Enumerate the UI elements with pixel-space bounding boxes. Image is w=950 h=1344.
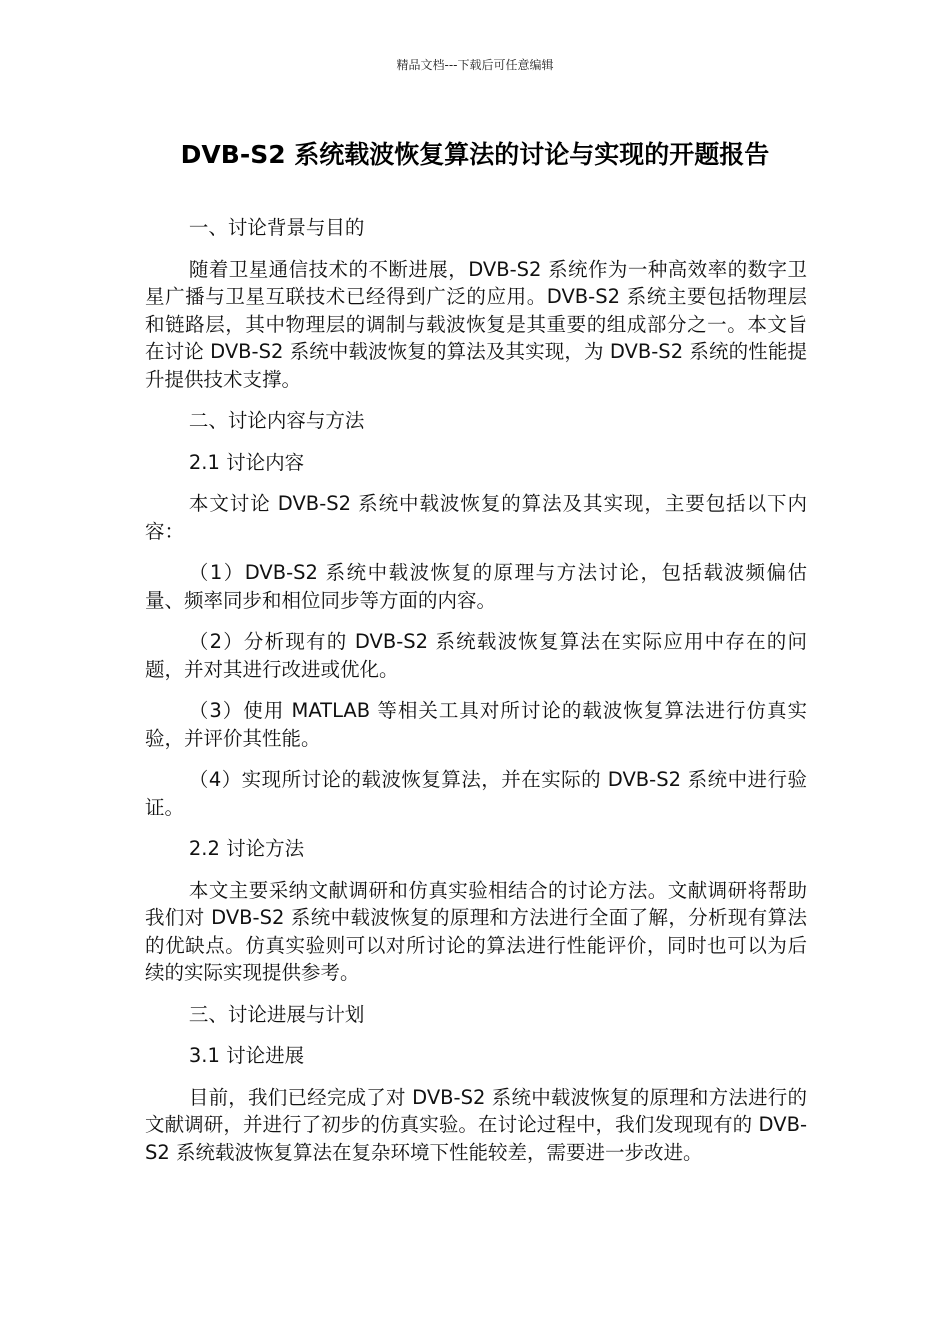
section-2-2-heading: 2.2 讨论方法: [188, 837, 305, 860]
page-header-note: 精品文档---下载后可任意编辑: [396, 58, 554, 72]
section-1-heading: 一、讨论背景与目的: [188, 216, 365, 239]
list-item: （3）使用 MATLAB 等相关工具对所讨论的载波恢复算法进行仿真实验，并评价其性能。: [145, 699, 807, 750]
list-item: （4）实现所讨论的载波恢复算法，并在实际的 DVB-S2 系统中进行验证。: [145, 768, 807, 819]
section-1-paragraph: 随着卫星通信技术的不断进展，DVB-S2 系统作为一种高效率的数字卫星广播与卫星互联技术已经得到广泛的应用。DVB-S2 系统主要包括物理层和链路层，其中物理层的调制与载波恢复是其重要的组成部分之一。本文旨在讨论 DVB-S2 系统中载波恢复的算法及其实现，为 DVB-S2 系统的性能提升提供技术支撑。: [145, 257, 807, 391]
section-3-1-paragraph: 目前，我们已经完成了对 DVB-S2 系统中载波恢复的原理和方法进行的文献调研，并进行了初步的仿真实验。在讨论过程中，我们发现现有的 DVB-S2 系统载波恢复算法在复杂环境下性能较差，需要进一步改进。: [145, 1085, 807, 1164]
section-3-1-heading: 3.1 讨论进展: [188, 1044, 305, 1067]
section-2-2-paragraph: 本文主要采纳文献调研和仿真实验相结合的讨论方法。文献调研将帮助我们对 DVB-S2 系统中载波恢复的原理和方法进行全面了解，分析现有算法的优缺点。仿真实验则可以对所讨论的算法进行性能评价，同时也可以为后续的实际实现提供参考。: [145, 878, 807, 984]
section-2-heading: 二、讨论内容与方法: [188, 409, 365, 432]
document-body: [145, 214, 807, 1180]
section-2-1-paragraph: 本文讨论 DVB-S2 系统中载波恢复的算法及其实现，主要包括以下内容：: [145, 492, 807, 543]
list-item: （2）分析现有的 DVB-S2 系统载波恢复算法在实际应用中存在的问题，并对其进行改进或优化。: [145, 630, 807, 681]
section-3-heading: 三、讨论进展与计划: [188, 1002, 365, 1026]
list-item: （1）DVB-S2 系统中载波恢复的原理与方法讨论，包括载波频偏估量、频率同步和相位同步等方面的内容。: [145, 561, 807, 612]
document-title: DVB-S2 系统载波恢复算法的讨论与实现的开题报告: [180, 140, 770, 169]
section-2-1-heading: 2.1 讨论内容: [188, 450, 305, 474]
